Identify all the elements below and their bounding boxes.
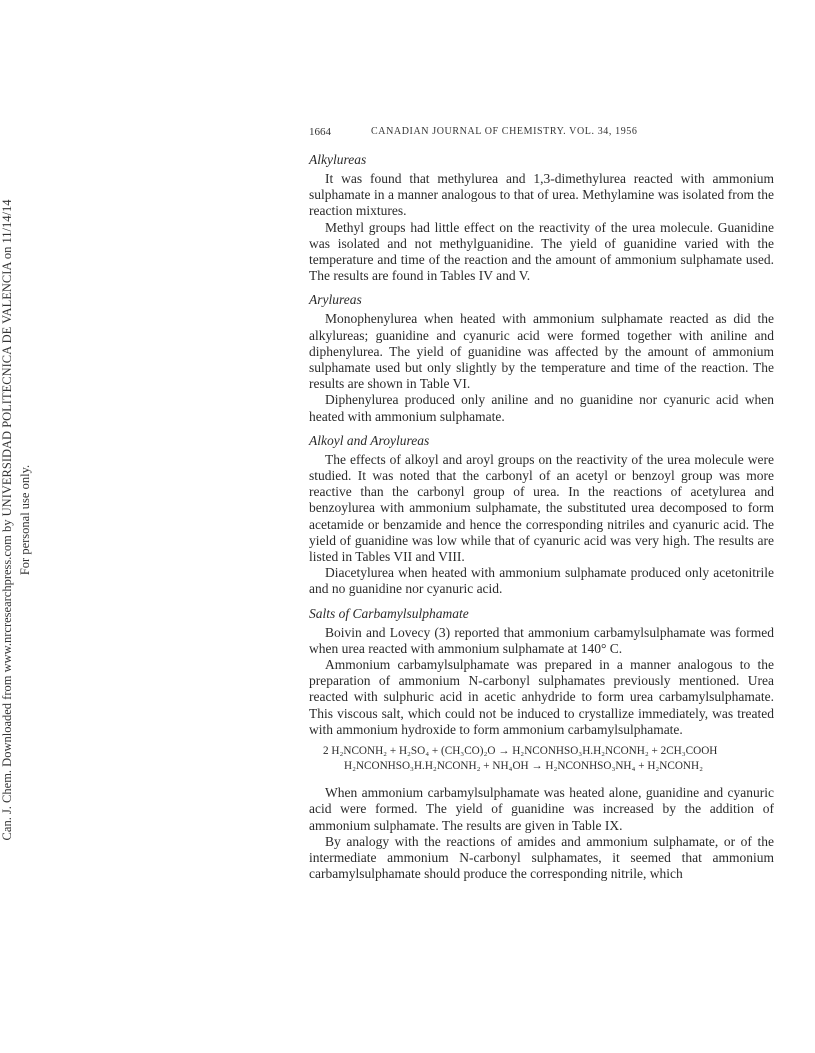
section-arylureas — [309, 292, 774, 424]
section-carbamylsulphamate — [309, 606, 774, 738]
section-alkylureas — [309, 152, 774, 284]
paragraph: Monophenylurea when heated with ammonium sulphamate reacted as did the alkylureas; guanidine and cyanuric acid were formed together with aniline and diphenylurea. The yield of guanidine was affected by the amount of ammonium sulphamate used but only slightly by the temperature and time of the reaction. The results are shown in Table VI. — [309, 311, 774, 392]
reaction-equations — [309, 744, 774, 773]
paragraph: The effects of alkoyl and aroyl groups on the reactivity of the urea molecule were studied. It was noted that the carbonyl of an acetyl or benzoyl group was more reactive than the carbonyl group of urea. In the reactions of acetylurea and benzoylurea with ammonium sulphamate, the substituted urea decomposed to form acetamide or benzamide and hence the corresponding nitriles and cyanuric acid. The yield of guanidine was low while that of cyanuric acid was very high. The results are listed in Tables VII and VIII. — [309, 451, 774, 565]
watermark-line-2: For personal use only. — [18, 464, 32, 576]
running-head — [309, 126, 774, 138]
section-alkoyl-aroylureas — [309, 433, 774, 598]
paragraph: Ammonium carbamylsulphamate was prepared in a manner analogous to the preparation of ammonium N-carbonyl sulphamates previously mentioned. Urea reacted with sulphuric acid in acetic anhydride to form urea carbamylsulphamate. This viscous salt, which could not be induced to crystallize immediately, was treated with ammonium hydroxide to form ammonium carbamylsulphamate. — [309, 657, 774, 737]
section-heading: Arylureas — [309, 292, 362, 308]
journal-title: CANADIAN JOURNAL OF CHEMISTRY. VOL. 34, 1956 — [371, 126, 638, 137]
section-heading: Alkylureas — [309, 152, 367, 167]
paragraph: By analogy with the reactions of amides and ammonium sulphamate, or of the intermediate ammonium N-carbonyl sulphamates, it seemed that ammonium carbamylsulphamate should produce the corresponding nitrile, which — [309, 833, 774, 882]
section-heading: Salts of Carbamylsulphamate — [309, 605, 469, 621]
paragraph: Diphenylurea produced only aniline and no guanidine nor cyanuric acid when heated with ammonium sulphamate. — [309, 392, 774, 424]
paragraph: When ammonium carbamylsulphamate was heated alone, guanidine and cyanuric acid were formed. The yield of guanidine was increased by the addition of ammonium sulphamate. The results are given in Table IX. — [309, 785, 774, 833]
watermark-line-1: Can. J. Chem. Downloaded from www.nrcresearchpress.com by UNIVERSIDAD POLITECNICA DE VALENCIA on 11/14/14 — [0, 199, 14, 841]
page-body — [309, 126, 774, 882]
paragraph: Diacetylurea when heated with ammonium sulphamate produced only acetonitrile and no guanidine nor cyanuric acid. — [309, 565, 774, 597]
section-heading: Alkoyl and Aroylureas — [309, 432, 430, 448]
paragraph: Methyl groups had little effect on the reactivity of the urea molecule. Guanidine was isolated and not methylguanidine. The yield of guanidine varied with the temperature and time of the reaction and the amount of ammonium sulphamate used. The results are found in Tables IV and V. — [309, 219, 774, 284]
paragraph: It was found that methylurea and 1,3-dimethylurea reacted with ammonium sulphamate in a manner analogous to that of urea. Methylamine was isolated from the reaction mixtures. — [309, 171, 774, 219]
equation-1: 2 H₂NCONH₂ + H₂SO₄ + (CH₃CO)₂O → H₂NCONHSO₃H.H₂NCONH₂ + 2CH₃COOH — [323, 745, 718, 758]
equation-2: H₂NCONHSO₃H.H₂NCONH₂ + NH₄OH → H₂NCONHSO₃NH₄ + H₂NCONH₂ — [344, 759, 703, 772]
paragraph: Boivin and Lovecy (3) reported that ammonium carbamylsulphamate was formed when urea reacted with ammonium sulphamate at 140° C. — [309, 624, 774, 656]
page-number: 1664 — [309, 126, 331, 138]
